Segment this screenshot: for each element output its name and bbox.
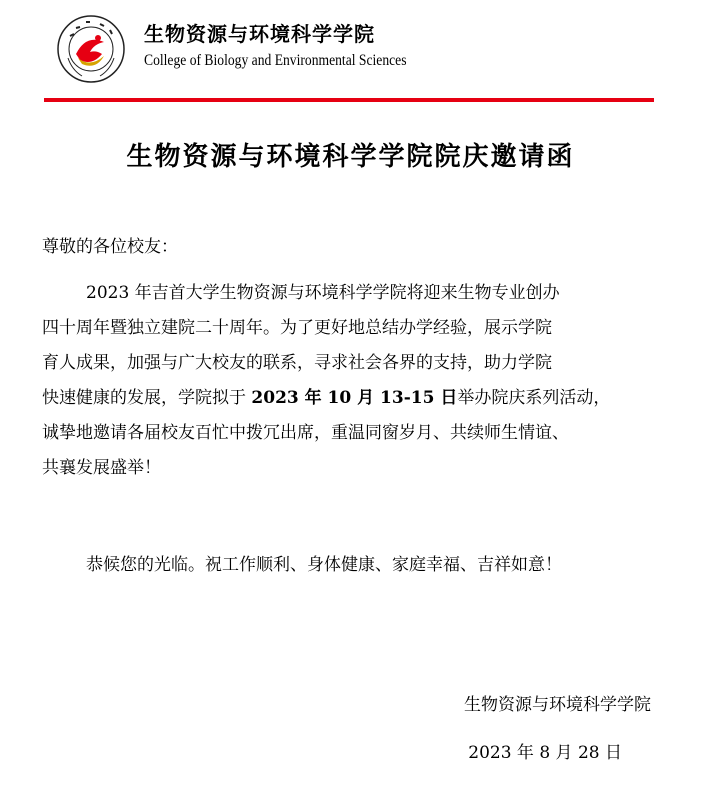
body-line-with-date: [42, 381, 662, 416]
letterhead: [56, 12, 656, 84]
invitation-body: [42, 276, 662, 486]
document-title: 生物资源与环境科学学院院庆邀请函: [126, 142, 575, 172]
signature-organization: 生物资源与环境科学学院: [464, 695, 651, 715]
college-name-en: College of Biology and Environmental Sciences: [144, 52, 407, 69]
body-line: 诚挚地邀请各届校友百忙中拨冗出席，重温同窗岁月、共续师生情谊、: [42, 423, 569, 443]
jishou-university-emblem-icon: [56, 14, 126, 84]
body-line: 四十周年暨独立建院二十周年。为了更好地总结办学经验，展示学院: [42, 318, 552, 338]
body-text: 快速健康的发展，学院拟于: [42, 388, 252, 408]
body-text: 举办院庆系列活动，: [457, 388, 611, 408]
event-date: 2023 年 10 月 13-15 日: [251, 388, 458, 408]
closing-remarks: 恭候您的光临。祝工作顺利、身体健康、家庭幸福、吉祥如意！: [86, 555, 562, 575]
salutation: 尊敬的各位校友：: [42, 237, 178, 257]
body-line: 共襄发展盛举！: [42, 458, 161, 478]
college-name-cn: 生物资源与环境科学学院: [144, 22, 375, 46]
body-line: 育人成果，加强与广大校友的联系，寻求社会各界的支持，助力学院: [42, 353, 552, 373]
university-logo: [56, 14, 126, 84]
body-line: 2023 年吉首大学生物资源与环境科学学院将迎来生物专业创办: [86, 283, 560, 303]
signature-date: 2023 年 8 月 28 日: [468, 743, 622, 763]
header-divider: [44, 98, 654, 102]
